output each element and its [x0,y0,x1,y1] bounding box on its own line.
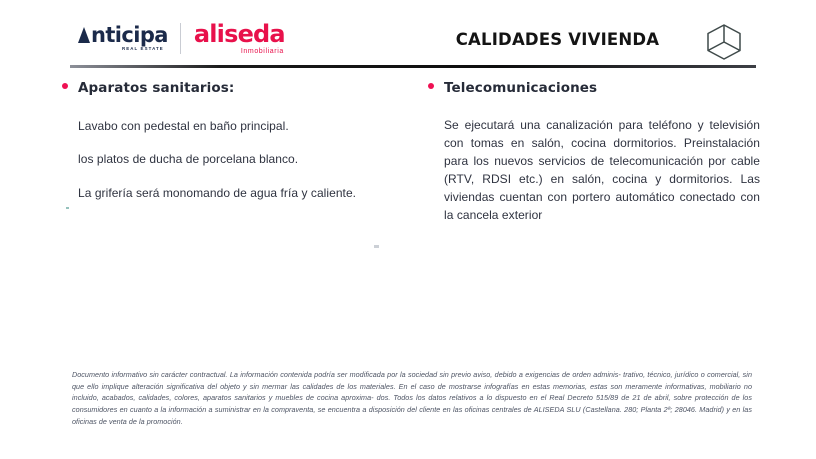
page-title: CALIDADES VIVIENDA [455,30,660,49]
section-heading-label: Telecomunicaciones [444,80,598,96]
content-column-left [62,80,407,214]
left-paragraph-1: Lavabo con pedestal en baño principal. [78,119,289,133]
aliseda-logo [193,19,285,55]
section-heading-label: Aparatos sanitarios: [78,80,235,96]
logo-group [78,20,285,56]
anticipa-triangle-icon [78,27,90,43]
section-heading-aparatos-sanitarios [62,80,407,96]
bullet-dot-icon [428,83,434,89]
legal-disclaimer: Documento informativo sin carácter contractual. La información contenida podría ser modificada por la sociedad sin previo aviso, debido a exigencias de orden adminis- trativo, técnico, jurídico o comercial, sin que ello implique alteración significativa del objeto y sin mermar las calidades de los materiales. En el caso de mostrarse infografías en estas memorias, estas son meramente informativas, mobiliario no incluido, acabados, calidades, colores, aparatos sanitarios y muebles de cocina aproxima- dos. Todos los datos relativos a lo dispuesto en el Real Decreto 515/89 de 21 de abril, sobre protección de los consumidores en cuanto a la información a suministrar en la compraventa, se encuentra a disposición del cliente en las oficinas centrales de ALISEDA SLU (Castellana. 280; Planta 2ª; 28046. Madrid) y en las oficinas de venta de la promoción. [72,370,752,426]
scan-artifact [374,245,379,248]
cube-icon [703,22,745,62]
slide-header [0,0,816,62]
section-heading-telecomunicaciones [428,80,760,96]
left-paragraph-3: La grifería será monomando de agua fría y caliente. [78,185,357,200]
anticipa-logo-wordmark [78,22,168,47]
anticipa-logo-text: nticipa [91,22,168,47]
anticipa-logo [78,22,168,51]
header-divider-rule [70,65,756,68]
scan-artifact [66,207,69,209]
aliseda-logo-text: aliseda [193,19,285,48]
bullet-dot-icon [62,83,68,89]
logo-divider [180,23,181,54]
left-paragraph-2: los platos de ducha de porcelana blanco. [78,152,299,167]
content-column-right [428,80,760,236]
aliseda-logo-tagline: Inmobiliaria [240,47,284,55]
anticipa-logo-tagline: REAL ESTATE [121,45,164,51]
right-paragraph-1: Se ejecutará una canalización para teléfono y televisión con tomas en salón, cocina dormitorios. Preinstalación para los nuevos servicios de telecomunicación por cable (RTV, RDSI etc.) en salón, cocina y dormitorios. Las viviendas cuentan con portero automático conectado con la cancela exterior [444,118,760,222]
